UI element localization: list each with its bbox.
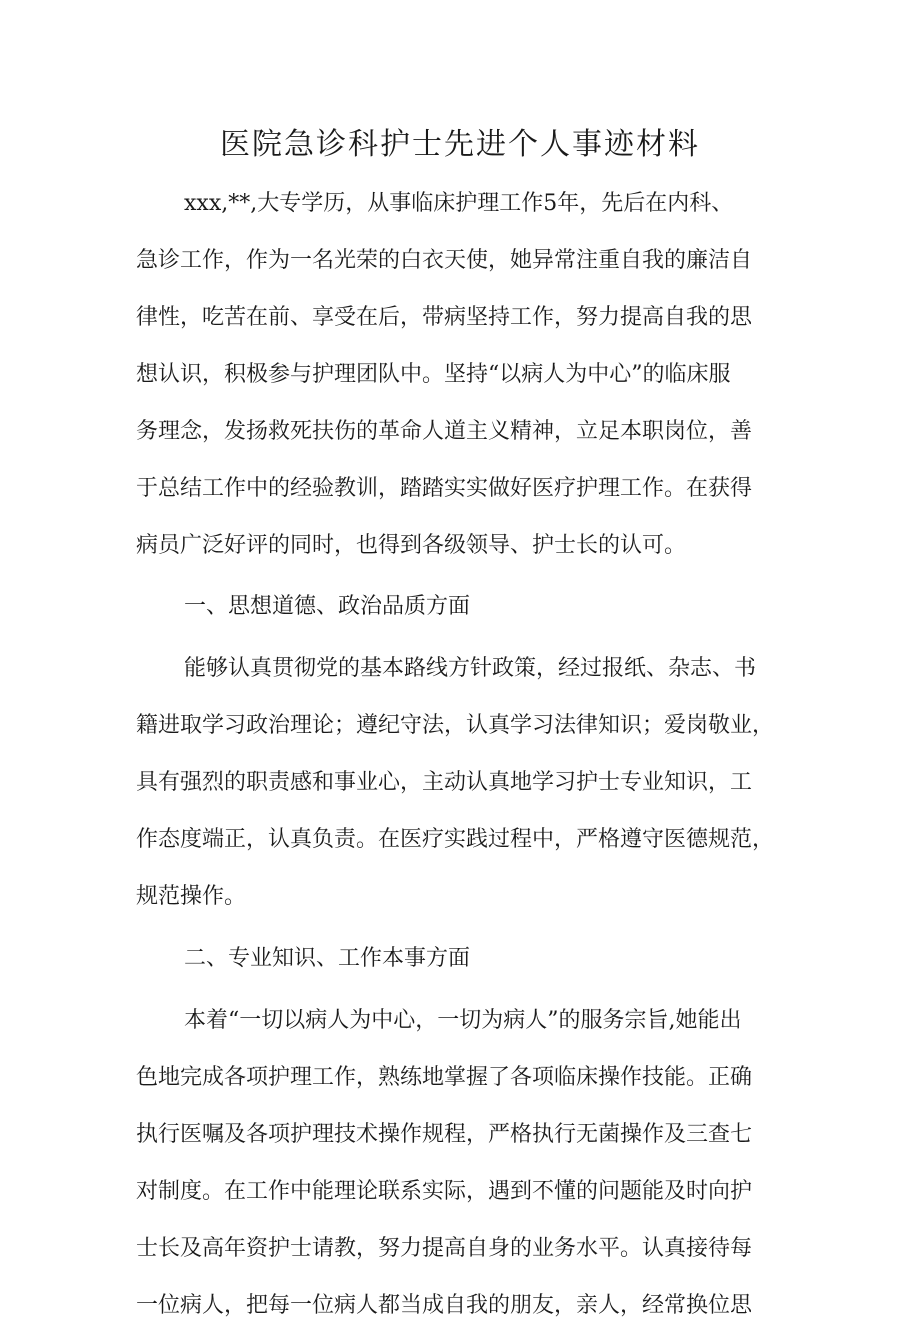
section2-line-5: 士长及高年资护士请教，努力提高自身的业务水平。认真接待每 — [136, 1236, 753, 1261]
section1-line-5: 规范操作。 — [136, 884, 247, 909]
section2-line-1: 本着“一切以病人为中心，一切为病人”的服务宗旨,她能出 — [184, 1008, 742, 1033]
section1-line-1: 能够认真贯彻党的基本路线方针政策，经过报纸、杂志、书 — [184, 656, 757, 681]
intro-line-6: 于总结工作中的经验教训，踏踏实实做好医疗护理工作。在获得 — [136, 476, 753, 501]
intro-line-1: xxx,**,大专学历，从事临床护理工作5年，先后在内科、 — [184, 191, 734, 216]
intro-line-5: 务理念，发扬救死扶伤的革命人道主义精神，立足本职岗位，善 — [136, 419, 753, 444]
section1-line-4: 作态度端正，认真负责。在医疗实践过程中，严格遵守医德规范， — [136, 827, 775, 852]
section2-line-3: 执行医嘱及各项护理技术操作规程，严格执行无菌操作及三查七 — [136, 1122, 753, 1147]
section2-heading: 二、专业知识、工作本事方面 — [184, 946, 471, 971]
section1-heading: 一、思想道德、政治品质方面 — [184, 594, 471, 619]
section1-line-2: 籍进取学习政治理论；遵纪守法，认真学习法律知识；爱岗敬业， — [136, 713, 775, 738]
section2-line-4: 对制度。在工作中能理论联系实际，遇到不懂的问题能及时向护 — [136, 1179, 753, 1204]
section1-line-3: 具有强烈的职责感和事业心，主动认真地学习护士专业知识，工 — [136, 770, 753, 795]
intro-line-4: 想认识，积极参与护理团队中。坚持“以病人为中心”的临床服 — [136, 362, 731, 387]
intro-line-2: 急诊工作，作为一名光荣的白衣天使，她异常注重自我的廉洁自 — [136, 248, 753, 273]
section2-line-6: 一位病人，把每一位病人都当成自我的朋友，亲人，经常换位思 — [136, 1293, 753, 1318]
intro-line-7: 病员广泛好评的同时，也得到各级领导、护士长的认可。 — [136, 533, 687, 558]
intro-line-3: 律性，吃苦在前、享受在后，带病坚持工作，努力提高自我的思 — [136, 305, 753, 330]
section2-line-2: 色地完成各项护理工作，熟练地掌握了各项临床操作技能。正确 — [136, 1065, 753, 1090]
document-title: 医院急诊科护士先进个人事迹材料 — [220, 127, 700, 162]
